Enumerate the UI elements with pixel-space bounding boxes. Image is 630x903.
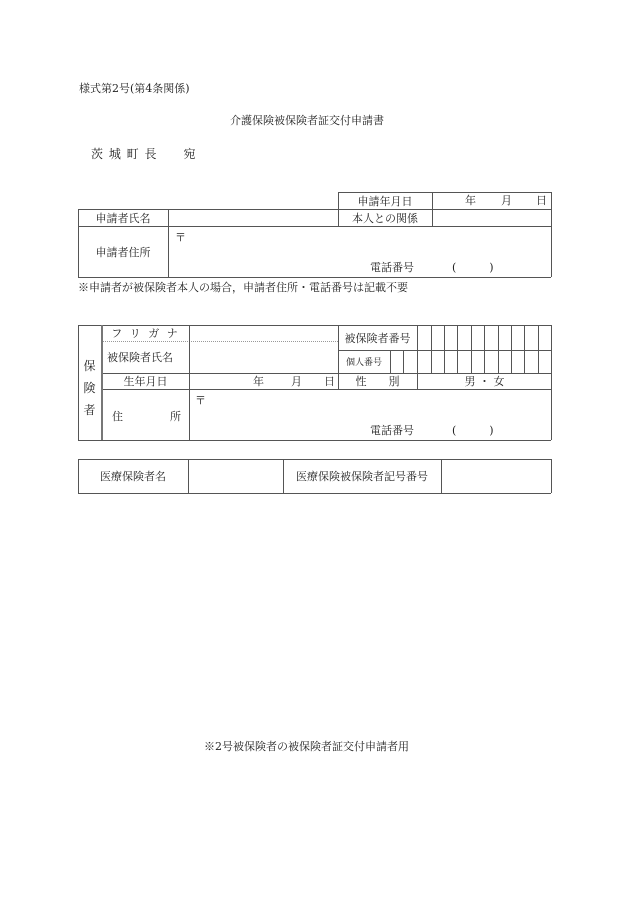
applicant-note: ※申請者が被保険者本人の場合，申請者住所・電話番号は記載不要: [78, 281, 408, 294]
medical-insured-symbol-number-label: 医療保険被保険者記号番号: [296, 470, 428, 483]
relationship-field[interactable]: [433, 210, 551, 226]
phone-field[interactable]: ( ): [452, 261, 494, 274]
address-label-2: 所: [170, 410, 181, 423]
birth-month-label: 月: [291, 375, 302, 388]
applicant-address-field[interactable]: [169, 227, 551, 277]
individual-number-label: 個人番号: [345, 358, 382, 368]
gender-label: 性 別: [355, 375, 400, 388]
insured-name-field[interactable]: [190, 342, 338, 373]
furigana-label: フ リ ガ ナ: [111, 327, 180, 340]
application-date-label: 申請年月日: [357, 194, 413, 208]
applicant-name-label: 申請者氏名: [95, 211, 151, 225]
addressee: 茨 城 町 長 宛: [91, 147, 197, 161]
insured-number-field[interactable]: [418, 326, 551, 350]
relationship-label: 本人との関係: [352, 211, 418, 225]
birth-year-label: 年: [253, 375, 264, 388]
phone-label: 電話番号: [370, 424, 414, 437]
applicant-address-label: 申請者住所: [95, 245, 151, 259]
insured-address-field[interactable]: [190, 390, 551, 440]
applicant-name-field[interactable]: [169, 210, 338, 226]
medical-insured-symbol-number-field[interactable]: [442, 460, 551, 493]
phone-field[interactable]: ( ): [452, 424, 494, 437]
insured-number-label: 被保険者番号: [344, 331, 411, 345]
medical-insurer-name-label: 医療保険者名: [100, 470, 166, 483]
gender-field[interactable]: 男 ・ 女: [464, 375, 505, 388]
medical-insurer-name-field[interactable]: [189, 460, 283, 493]
individual-number-field[interactable]: [391, 351, 551, 373]
application-date-field[interactable]: [433, 192, 551, 209]
furigana-field[interactable]: [190, 326, 338, 341]
insured-section-label: 保 険 者: [83, 359, 96, 417]
address-label-1: 住: [112, 410, 123, 423]
footer-note: ※2号被保険者の被保険者証交付申請者用: [204, 740, 409, 753]
phone-label: 電話番号: [370, 261, 414, 274]
form-number: 様式第2号(第4条関係): [79, 82, 190, 95]
birth-date-label: 生年月日: [123, 375, 168, 388]
date-day-label: 日: [536, 194, 547, 207]
date-year-label: 年: [465, 194, 476, 207]
document-title: 介護保険被保険者証交付申請書: [230, 114, 384, 127]
postal-mark: 〒: [175, 231, 186, 244]
insured-name-label: 被保険者氏名: [107, 351, 173, 364]
birth-day-label: 日: [324, 375, 335, 388]
birth-date-field[interactable]: [190, 374, 338, 389]
postal-mark: 〒: [195, 394, 206, 407]
date-month-label: 月: [501, 194, 512, 207]
